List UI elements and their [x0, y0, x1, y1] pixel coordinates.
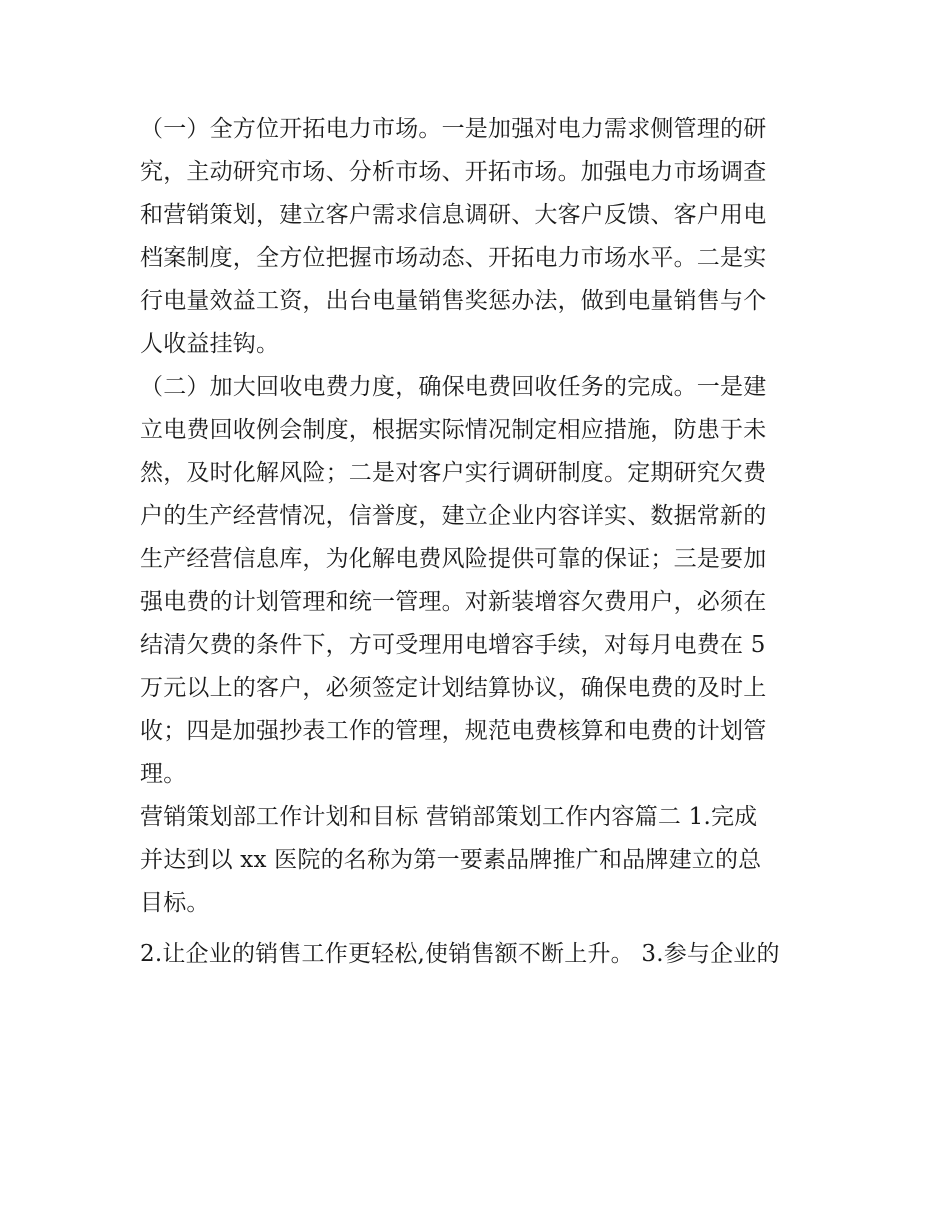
- text-line: 营销策划部工作计划和目标 营销部策划工作内容篇二 1.完成: [140, 804, 758, 830]
- paragraph-sales-goals: [140, 933, 815, 976]
- text-line: （二）加大回收电费力度，确保电费回收任务的完成。一是建: [140, 374, 767, 400]
- text-line: （一）全方位开拓电力市场。一是加强对电力需求侧管理的研: [140, 116, 767, 142]
- paragraph-market-development: [140, 108, 815, 366]
- text-line: 立电费回收例会制度，根据实际情况制定相应措施，防患于未: [140, 417, 767, 443]
- text-line: 档案制度，全方位把握市场动态、开拓电力市场水平。二是实: [140, 245, 767, 271]
- text-line: 万元以上的客户，必须签定计划结算协议，确保电费的及时上: [140, 675, 767, 701]
- text-line: 强电费的计划管理和统一管理。对新装增容欠费用户，必须在: [140, 589, 767, 615]
- paragraph-fee-collection: [140, 366, 815, 796]
- text-line: 2.让企业的销售工作更轻松,使销售额不断上升。 3.参与企业的: [140, 941, 780, 967]
- paragraph-spacer: [140, 925, 815, 933]
- text-line: 究，主动研究市场、分析市场、开拓市场。加强电力市场调查: [140, 159, 767, 185]
- text-line: 然，及时化解风险；二是对客户实行调研制度。定期研究欠费: [140, 460, 767, 486]
- text-line: 结清欠费的条件下，方可受理用电增容手续，对每月电费在 5: [140, 632, 766, 658]
- document-body: [140, 108, 815, 976]
- text-line: 生产经营信息库，为化解电费风险提供可靠的保证；三是要加: [140, 546, 767, 572]
- text-line: 人收益挂钩。: [140, 331, 280, 357]
- text-line: 目标。: [140, 890, 210, 916]
- text-line: 户的生产经营情况，信誉度，建立企业内容详实、数据常新的: [140, 503, 767, 529]
- text-line: 和营销策划，建立客户需求信息调研、大客户反馈、客户用电: [140, 202, 767, 228]
- text-line: 行电量效益工资，出台电量销售奖惩办法，做到电量销售与个: [140, 288, 767, 314]
- paragraph-work-plan-goals: [140, 796, 815, 925]
- text-line: 并达到以 xx 医院的名称为第一要素品牌推广和品牌建立的总: [140, 847, 762, 873]
- text-line: 收；四是加强抄表工作的管理，规范电费核算和电费的计划管: [140, 718, 767, 744]
- text-line: 理。: [140, 761, 187, 787]
